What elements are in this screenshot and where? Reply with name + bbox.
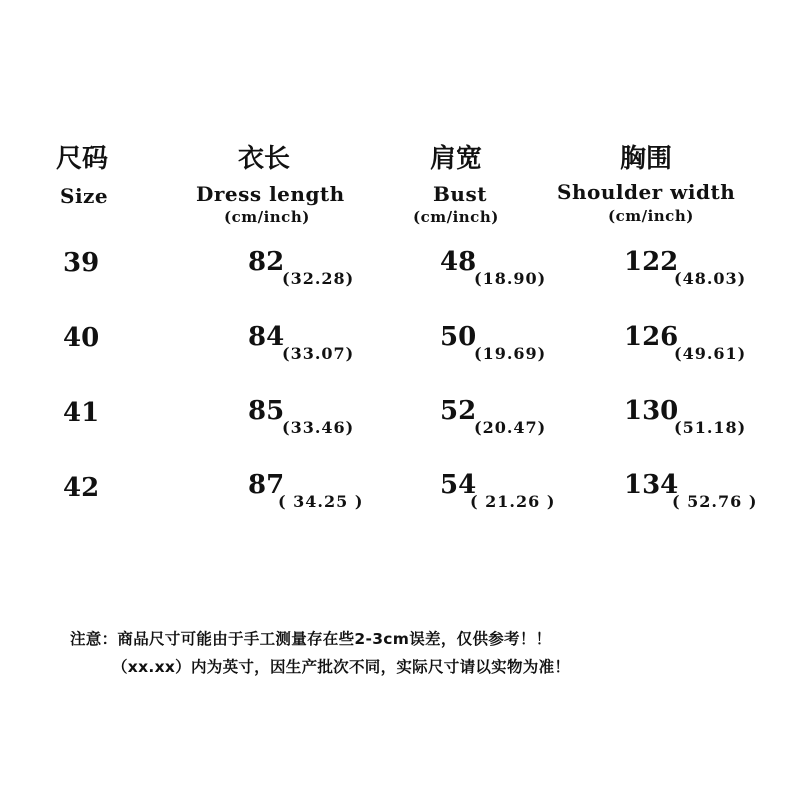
- header-shoulder-unit: (cm/inch): [608, 207, 694, 225]
- note-line-1: 注意：商品尺寸可能由于手工测量存在些2-3cm误差，仅供参考！！: [70, 630, 552, 648]
- row-2-shoulder-cm: 126: [624, 322, 679, 352]
- row-1-length-cm: 82: [248, 247, 285, 277]
- row-1-size: 39: [63, 248, 100, 278]
- row-1-shoulder-inch: (48.03): [674, 269, 747, 288]
- row-2-length-cm: 84: [248, 322, 285, 352]
- row-1-bust-inch: (18.90): [474, 269, 547, 288]
- row-1-length-inch: (32.28): [282, 269, 355, 288]
- row-4-length-cm: 87: [248, 470, 285, 500]
- header-bust-en: Bust: [433, 182, 487, 206]
- row-2-length-inch: (33.07): [282, 344, 355, 363]
- row-4-shoulder-inch: ( 52.76 ): [672, 492, 758, 511]
- row-3-length-inch: (33.46): [282, 418, 355, 437]
- row-3-shoulder-cm: 130: [624, 396, 679, 426]
- header-length-unit: (cm/inch): [224, 208, 310, 226]
- row-4-bust-cm: 54: [440, 470, 477, 500]
- row-3-size: 41: [63, 398, 100, 428]
- row-2-shoulder-inch: (49.61): [674, 344, 747, 363]
- row-1-shoulder-cm: 122: [624, 247, 679, 277]
- header-size-en: Size: [60, 184, 109, 208]
- row-3-bust-inch: (20.47): [474, 418, 547, 437]
- row-3-bust-cm: 52: [440, 396, 477, 426]
- note-line-2: （xx.xx）内为英寸，因生产批次不同，实际尺寸请以实物为准！: [112, 658, 571, 676]
- row-2-bust-cm: 50: [440, 322, 477, 352]
- header-size-cn: 尺码: [56, 144, 109, 174]
- header-shoulder-en: Shoulder width: [557, 180, 736, 204]
- header-length-cn: 衣长: [238, 144, 291, 174]
- row-4-size: 42: [63, 473, 100, 503]
- row-3-shoulder-inch: (51.18): [674, 418, 747, 437]
- row-4-bust-inch: ( 21.26 ): [470, 492, 556, 511]
- row-1-bust-cm: 48: [440, 247, 477, 277]
- row-4-length-inch: ( 34.25 ): [278, 492, 364, 511]
- header-length-en: Dress length: [196, 182, 345, 206]
- header-bust-unit: (cm/inch): [413, 208, 499, 226]
- row-2-size: 40: [63, 323, 100, 353]
- row-3-length-cm: 85: [248, 396, 285, 426]
- header-shoulder-cn: 胸围: [620, 144, 673, 174]
- row-2-bust-inch: (19.69): [474, 344, 547, 363]
- row-4-shoulder-cm: 134: [624, 470, 679, 500]
- header-bust-cn: 肩宽: [430, 144, 483, 174]
